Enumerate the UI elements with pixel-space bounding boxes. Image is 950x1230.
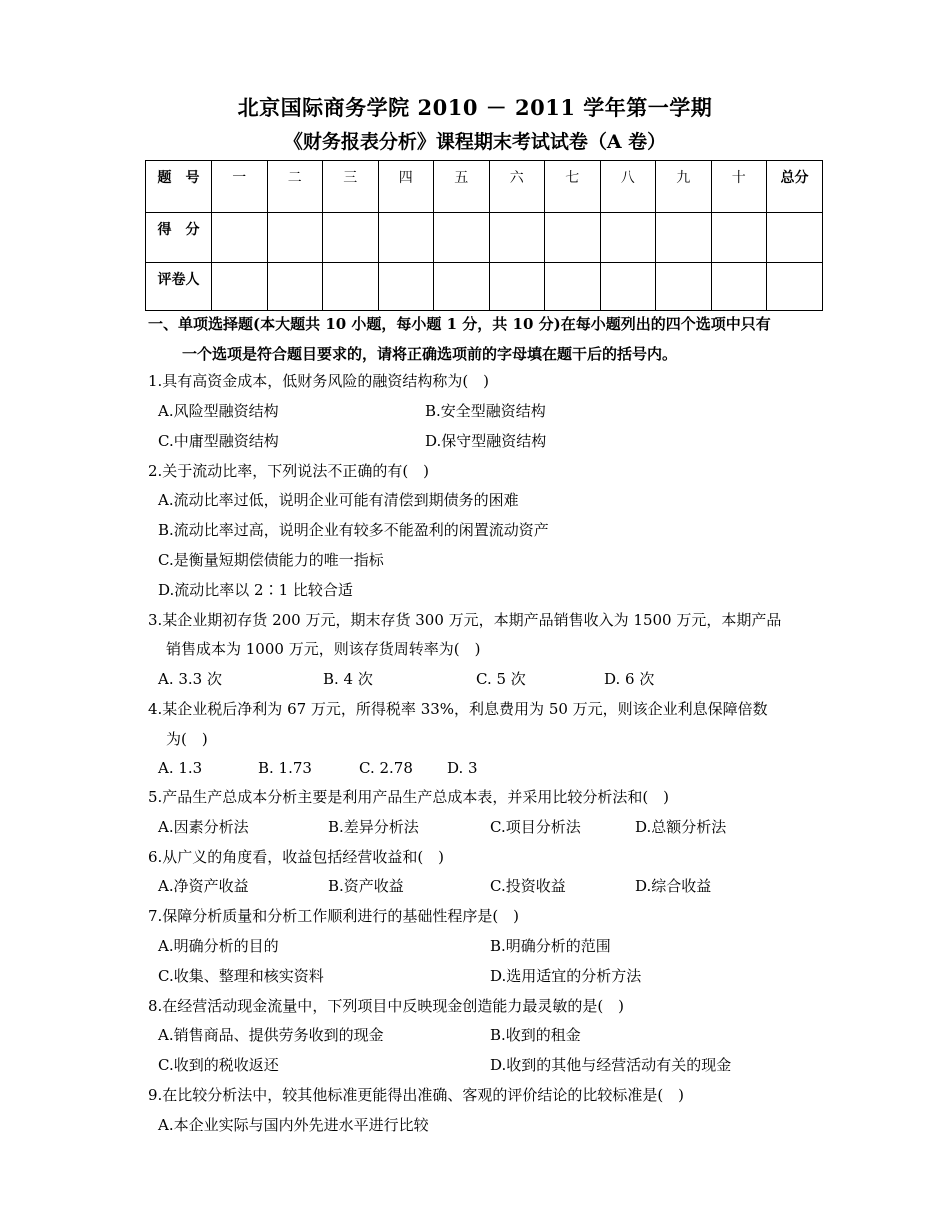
question-4-option-d: D. 3 (447, 759, 478, 777)
score-cell (767, 213, 823, 263)
score-table-header-row (146, 161, 823, 213)
score-table (145, 160, 823, 311)
grader-cell (711, 263, 767, 311)
column-header-total: 总分 (767, 161, 823, 213)
column-header: 七 (545, 161, 601, 213)
question-5-option-c: C.项目分析法 (490, 818, 581, 836)
score-cell (267, 213, 323, 263)
question-2-option-c: C.是衡量短期偿债能力的唯一指标 (158, 551, 384, 569)
row-label-question-number: 题 号 (146, 161, 212, 213)
question-5-option-d: D.总额分析法 (635, 818, 727, 836)
question-8-option-a: A.销售商品、提供劳务收到的现金 (158, 1026, 384, 1044)
question-4-option-b: B. 1.73 (258, 759, 312, 777)
score-cell (323, 213, 379, 263)
question-1-option-b: B.安全型融资结构 (425, 402, 546, 420)
question-3-option-a: A. 3.3 次 (158, 670, 222, 688)
question-8-stem: 8.在经营活动现金流量中，下列项目中反映现金创造能力最灵敏的是( ) (148, 997, 625, 1015)
column-header: 十 (711, 161, 767, 213)
score-cell (489, 213, 545, 263)
grader-cell (767, 263, 823, 311)
grader-cell (267, 263, 323, 311)
question-8-option-b: B.收到的租金 (490, 1026, 581, 1044)
question-7-option-c: C.收集、整理和核实资料 (158, 967, 324, 985)
score-table-score-row (146, 213, 823, 263)
question-3-stem-cont: 销售成本为 1000 万元，则该存货周转率为( ) (166, 640, 481, 658)
question-4-stem-cont: 为( ) (166, 730, 208, 748)
section-heading-cont: 一个选项是符合题目要求的，请将正确选项前的字母填在题干后的括号内。 (182, 345, 678, 363)
question-4-option-c: C. 2.78 (359, 759, 413, 777)
question-3-option-c: C. 5 次 (476, 670, 526, 688)
question-5-stem: 5.产品生产总成本分析主要是利用产品生产总成本表，并采用比较分析法和( ) (148, 788, 670, 806)
score-cell (711, 213, 767, 263)
column-header: 五 (434, 161, 490, 213)
score-cell (378, 213, 434, 263)
grader-cell (489, 263, 545, 311)
score-cell (600, 213, 656, 263)
question-5-option-b: B.差异分析法 (328, 818, 419, 836)
row-label-score: 得 分 (146, 213, 212, 263)
score-table-grader-row (146, 263, 823, 311)
column-header: 四 (378, 161, 434, 213)
question-7-option-a: A.明确分析的目的 (158, 937, 279, 955)
question-1-stem: 1.具有高资金成本，低财务风险的融资结构称为( ) (148, 372, 490, 390)
question-1-option-c: C.中庸型融资结构 (158, 432, 279, 450)
question-6-option-d: D.综合收益 (635, 877, 712, 895)
question-3-option-d: D. 6 次 (604, 670, 655, 688)
question-5-option-a: A.因素分析法 (158, 818, 249, 836)
question-2-option-a: A.流动比率过低，说明企业可能有清偿到期债务的困难 (158, 491, 519, 509)
question-1-option-a: A.风险型融资结构 (158, 402, 279, 420)
question-3-option-b: B. 4 次 (323, 670, 373, 688)
question-6-option-c: C.投资收益 (490, 877, 566, 895)
column-header: 九 (656, 161, 712, 213)
row-label-grader: 评卷人 (146, 263, 212, 311)
question-2-stem: 2.关于流动比率，下列说法不正确的有( ) (148, 462, 430, 480)
section-heading: 一、单项选择题(本大题共 10 小题，每小题 1 分，共 10 分)在每小题列出的四个选项中只有 (148, 315, 771, 333)
column-header: 一 (212, 161, 268, 213)
grader-cell (378, 263, 434, 311)
question-4-option-a: A. 1.3 (158, 759, 203, 777)
grader-cell (323, 263, 379, 311)
question-3-stem: 3.某企业期初存货 200 万元，期末存货 300 万元，本期产品销售收入为 1500 万元，本期产品 (148, 611, 782, 629)
question-6-option-a: A.净资产收益 (158, 877, 249, 895)
column-header: 二 (267, 161, 323, 213)
question-8-option-c: C.收到的税收返还 (158, 1056, 279, 1074)
question-6-stem: 6.从广义的角度看，收益包括经营收益和( ) (148, 848, 445, 866)
column-header: 三 (323, 161, 379, 213)
question-2-option-b: B.流动比率过高，说明企业有较多不能盈利的闲置流动资产 (158, 521, 549, 539)
column-header: 八 (600, 161, 656, 213)
score-cell (434, 213, 490, 263)
score-cell (545, 213, 601, 263)
question-7-option-b: B.明确分析的范围 (490, 937, 611, 955)
grader-cell (656, 263, 712, 311)
question-7-stem: 7.保障分析质量和分析工作顺利进行的基础性程序是( ) (148, 907, 520, 925)
question-9-stem: 9.在比较分析法中，较其他标准更能得出准确、客观的评价结论的比较标准是( ) (148, 1086, 685, 1104)
question-1-option-d: D.保守型融资结构 (425, 432, 547, 450)
question-7-option-d: D.选用适宜的分析方法 (490, 967, 642, 985)
exam-subtitle: 《财务报表分析》课程期末考试试卷（A 卷） (283, 131, 667, 153)
question-8-option-d: D.收到的其他与经营活动有关的现金 (490, 1056, 732, 1074)
question-6-option-b: B.资产收益 (328, 877, 404, 895)
question-2-option-d: D.流动比率以 2∶1 比较合适 (158, 581, 353, 599)
grader-cell (600, 263, 656, 311)
score-cell (656, 213, 712, 263)
score-cell (212, 213, 268, 263)
grader-cell (434, 263, 490, 311)
column-header: 六 (489, 161, 545, 213)
exam-title: 北京国际商务学院 2010 － 2011 学年第一学期 (237, 95, 713, 120)
question-4-stem: 4.某企业税后净利为 67 万元，所得税率 33%，利息费用为 50 万元，则该企业利息保障倍数 (148, 700, 768, 718)
grader-cell (212, 263, 268, 311)
question-9-option-a: A.本企业实际与国内外先进水平进行比较 (158, 1116, 429, 1134)
grader-cell (545, 263, 601, 311)
